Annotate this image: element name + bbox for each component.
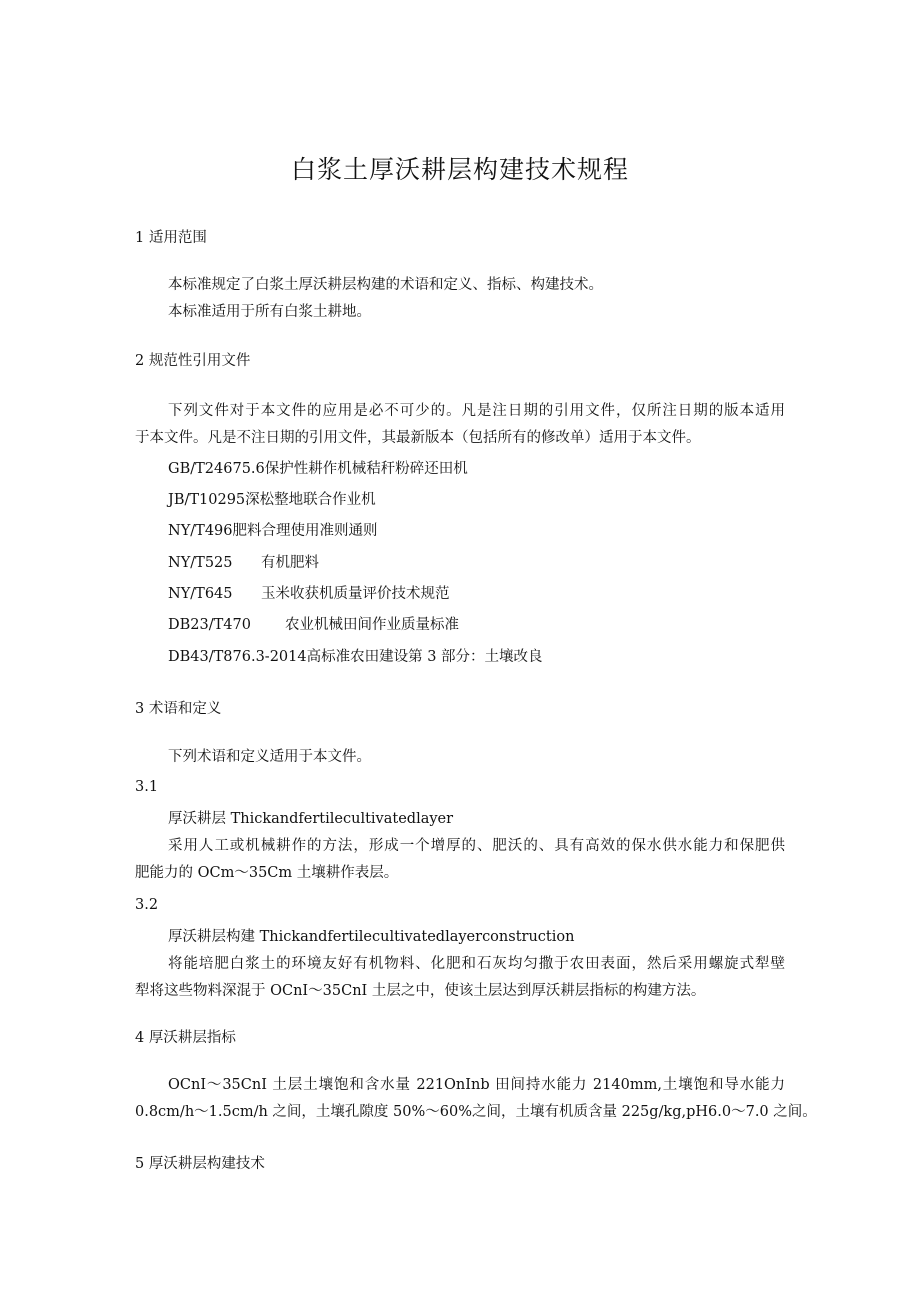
reference-name: 深松整地联合作业机	[245, 492, 376, 508]
reference-item	[168, 616, 459, 634]
section-3-intro: 下列术语和定义适用于本文件。	[168, 749, 371, 765]
reference-code: NY/T496	[168, 523, 233, 539]
document-title: 白浆土厚沃耕层构建技术规程	[290, 155, 629, 184]
reference-item	[168, 585, 450, 603]
reference-item	[168, 648, 543, 666]
term-3-2-title: 厚沃耕层构建 Thickandfertilecultivatedlayerconstruction	[168, 929, 575, 945]
reference-name: 保护性耕作机械秸秆粉碎还田机	[264, 461, 468, 477]
term-3-1-definition-line-1: 采用人工或机械耕作的方法，形成一个增厚的、肥沃的、具有高效的保水供水能力和保肥供	[168, 838, 785, 854]
term-3-2-definition-line-2: 犁将这些物料深混于 OCnI～35CnI 土层之中，使该土层达到厚沃耕层指标的构建方法。	[135, 983, 706, 999]
term-3-2-number: 3.2	[135, 897, 159, 913]
section-4-heading: 4 厚沃耕层指标	[135, 1030, 236, 1046]
section-3-heading: 3 术语和定义	[135, 701, 222, 717]
term-3-1-definition-line-2: 肥能力的 OCm～35Cm 土壤耕作表层。	[135, 865, 399, 881]
reference-code: JB/T10295	[168, 492, 246, 508]
section-1-paragraph-2: 本标准适用于所有白浆土耕地。	[168, 304, 371, 320]
section-4-line-1: OCnI～35CnI 土层土壤饱和含水量 221OnInb 田间持水能力 2140mm,土壤饱和导水能力	[168, 1077, 785, 1093]
section-2-paragraph-line-2: 于本文件。凡是不注日期的引用文件，其最新版本（包括所有的修改单）适用于本文件。	[135, 430, 701, 446]
reference-item	[168, 460, 468, 478]
section-5-heading: 5 厚沃耕层构建技术	[135, 1156, 265, 1172]
reference-code: NY/T525	[168, 555, 233, 571]
reference-code: GB/T24675.6	[168, 461, 265, 477]
reference-code: NY/T645	[168, 586, 233, 602]
reference-code: DB43/T876.3-2014	[168, 649, 307, 665]
section-2-paragraph-line-1: 下列文件对于本文件的应用是必不可少的。凡是注日期的引用文件，仅所注日期的版本适用	[168, 403, 785, 419]
reference-name: 农业机械田间作业质量标准	[285, 617, 459, 633]
term-3-2-definition-line-1: 将能培肥白浆土的环境友好有机物料、化肥和石灰均匀撒于农田表面，然后采用螺旋式犁壁	[168, 956, 785, 972]
section-1-paragraph-1: 本标准规定了白浆土厚沃耕层构建的术语和定义、指标、构建技术。	[168, 277, 603, 293]
section-1-heading: 1 适用范围	[135, 230, 207, 246]
reference-name: 有机肥料	[261, 555, 319, 571]
reference-item	[168, 491, 376, 509]
term-3-1-number: 3.1	[135, 779, 159, 795]
reference-name: 玉米收获机质量评价技术规范	[261, 586, 450, 602]
section-4-line-2: 0.8cm∕h～1.5cm∕h 之间，土壤孔隙度 50%～60%之间，土壤有机质含量 225g∕kg,pH6.0～7.0 之间。	[135, 1104, 817, 1120]
reference-code: DB23/T470	[168, 617, 251, 633]
section-2-heading: 2 规范性引用文件	[135, 353, 251, 369]
reference-name: 高标准农田建设第 3 部分：土壤改良	[306, 649, 543, 665]
reference-item	[168, 522, 378, 540]
reference-name: 肥料合理使用准则通则	[232, 523, 378, 539]
term-3-1-title: 厚沃耕层 Thickandfertilecultivatedlayer	[168, 811, 454, 827]
reference-item	[168, 554, 319, 572]
